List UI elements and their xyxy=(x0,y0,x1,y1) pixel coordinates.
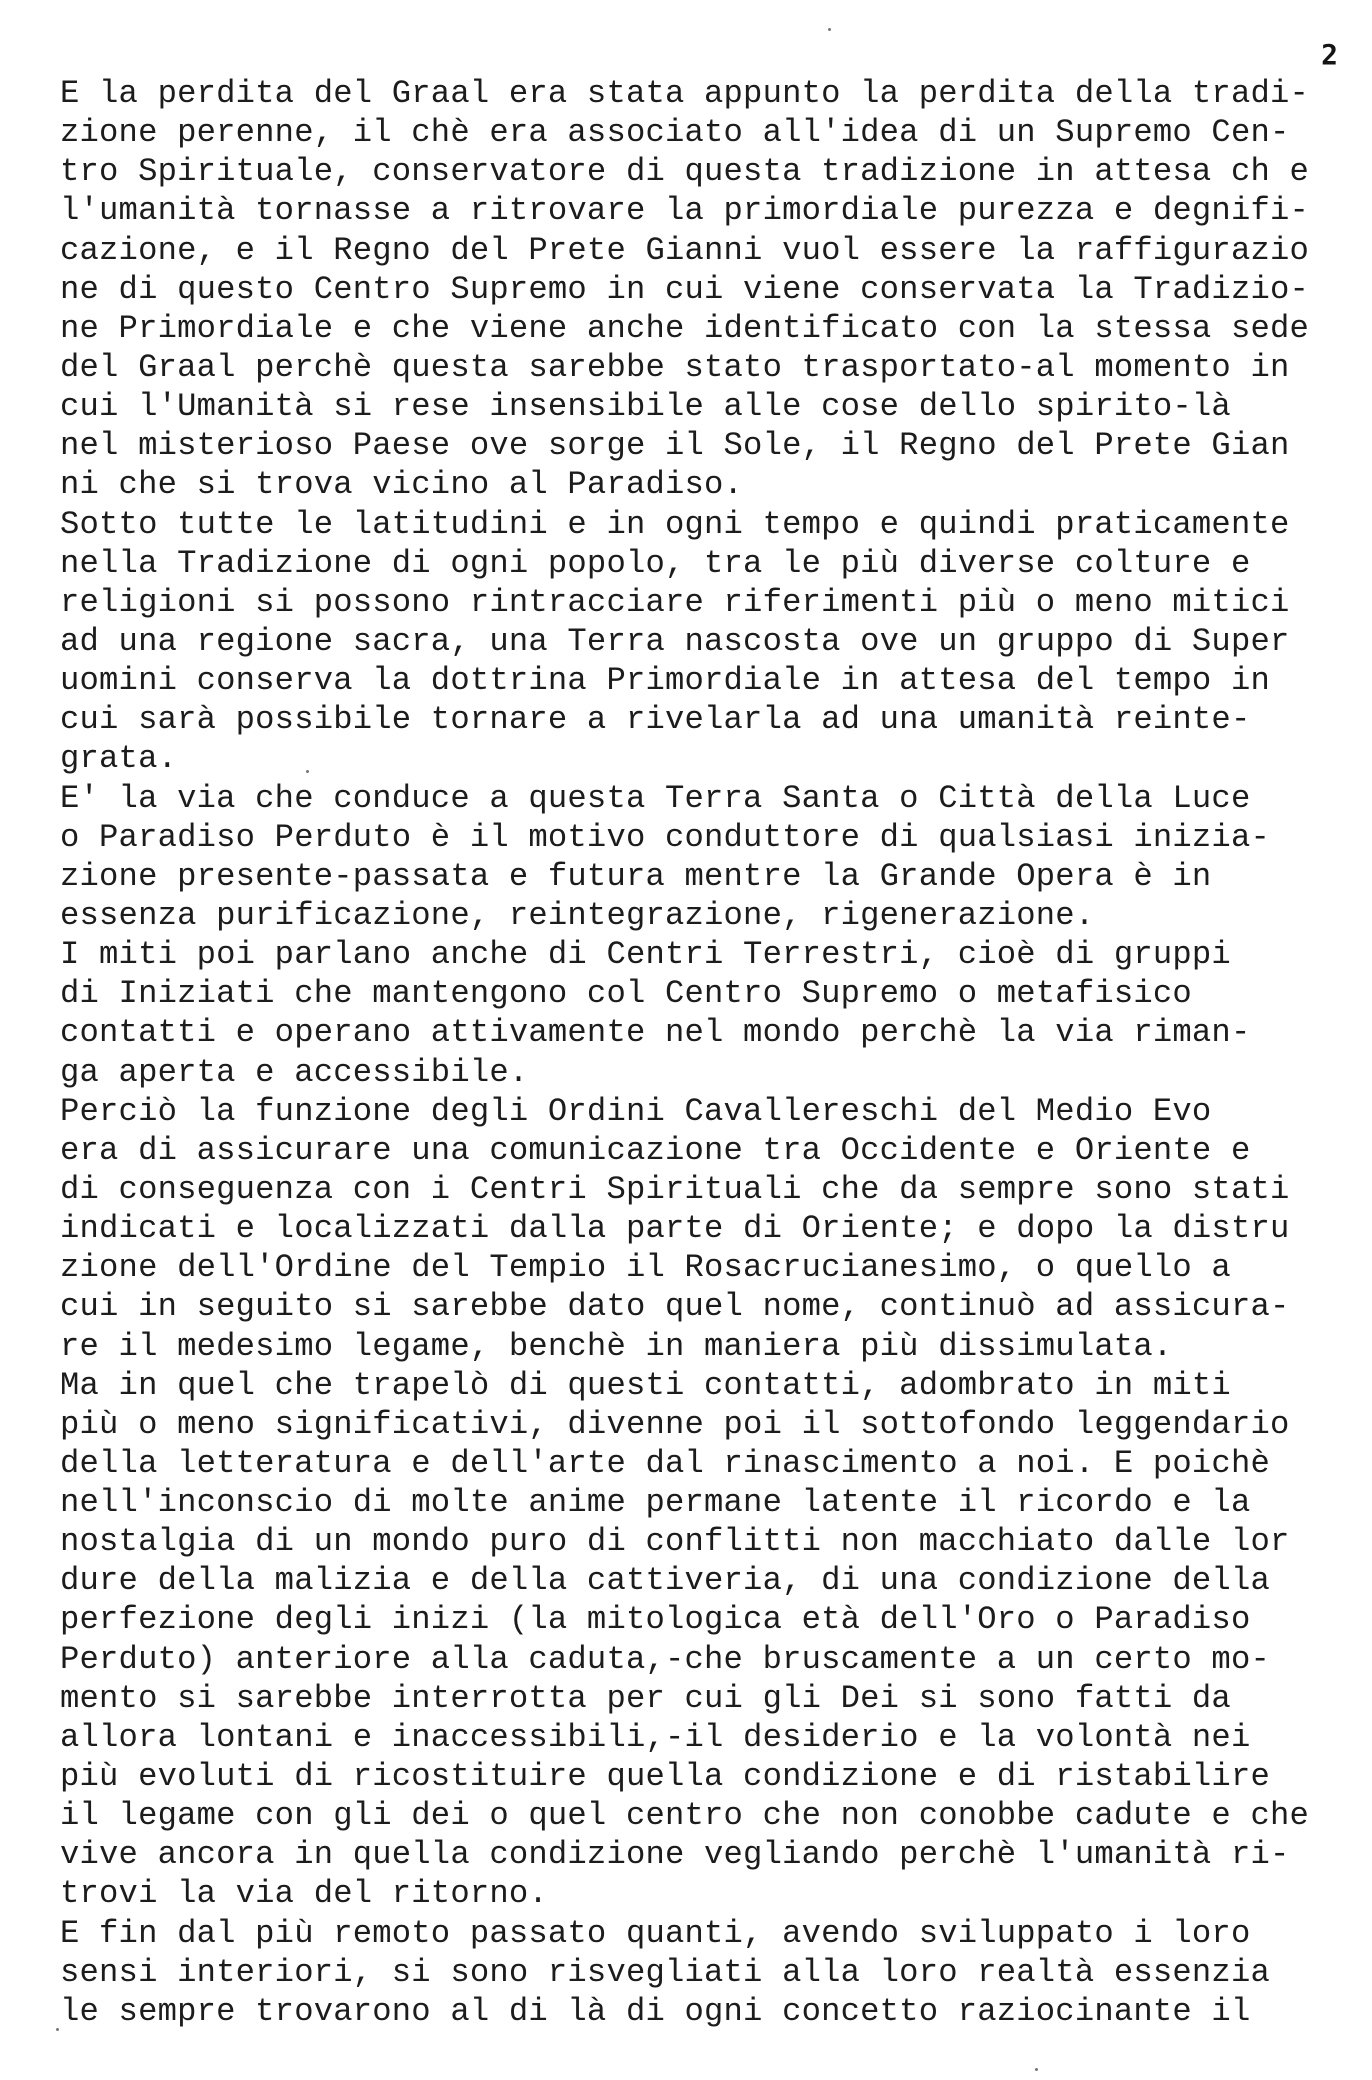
text-line: uomini conserva la dottrina Primordiale in attesa del tempo in xyxy=(60,662,1270,700)
text-line: ni che si trova vicino al Paradiso. xyxy=(60,466,744,504)
text-line: E fin dal più remoto passato quanti, avendo sviluppato i loro xyxy=(60,1914,1251,1952)
text-line: vive ancora in quella condizione vegliando perchè l'umanità ri- xyxy=(60,1836,1290,1874)
text-line: le sempre trovarono al di là di ogni concetto raziocinante il xyxy=(60,1992,1251,2030)
text-line: più o meno significativi, divenne poi il sottofondo leggendario xyxy=(60,1405,1290,1443)
paper-speck xyxy=(56,2028,59,2031)
text-line: cazione, e il Regno del Prete Gianni vuol essere la raffigurazio xyxy=(60,231,1310,269)
text-line: perfezione degli inizi (la mitologica età dell'Oro o Paradiso xyxy=(60,1601,1251,1639)
paper-speck xyxy=(1035,2068,1038,2071)
text-line: E' la via che conduce a questa Terra Santa o Città della Luce xyxy=(60,779,1251,817)
text-line: ne Primordiale e che viene anche identificato con la stessa sede xyxy=(60,309,1310,347)
body-text xyxy=(60,74,1350,2031)
text-line: ga aperta e accessibile. xyxy=(60,1053,529,1091)
paper-speck xyxy=(828,28,831,31)
text-line: allora lontani e inaccessibili,-il desiderio e la volontà nei xyxy=(60,1718,1251,1756)
text-line: grata. xyxy=(60,740,178,778)
text-line: ad una regione sacra, una Terra nascosta ove un gruppo di Super xyxy=(60,622,1290,660)
text-line: Sotto tutte le latitudini e in ogni tempo e quindi praticamente xyxy=(60,505,1290,543)
text-line: era di assicurare una comunicazione tra Occidente e Oriente e xyxy=(60,1131,1251,1169)
text-line: il legame con gli dei o quel centro che non conobbe cadute e che xyxy=(60,1797,1310,1835)
text-line: nell'inconscio di molte anime permane latente il ricordo e la xyxy=(60,1484,1251,1522)
text-line: di conseguenza con i Centri Spirituali che da sempre sono stati xyxy=(60,1170,1290,1208)
text-line: del Graal perchè questa sarebbe stato trasportato-al momento in xyxy=(60,348,1290,386)
text-line: religioni si possono rintracciare riferimenti più o meno mitici xyxy=(60,583,1290,621)
text-line: mento si sarebbe interrotta per cui gli Dei si sono fatti da xyxy=(60,1679,1231,1717)
text-line: zione presente-passata e futura mentre la Grande Opera è in xyxy=(60,857,1212,895)
text-line: zione perenne, il chè era associato all'idea di un Supremo Cen- xyxy=(60,114,1290,152)
text-line: indicati e localizzati dalla parte di Oriente; e dopo la distru xyxy=(60,1210,1290,1248)
text-line: più evoluti di ricostituire quella condizione e di ristabilire xyxy=(60,1758,1270,1796)
text-line: nel misterioso Paese ove sorge il Sole, il Regno del Prete Gian xyxy=(60,427,1290,465)
text-line: cui sarà possibile tornare a rivelarla ad una umanità reinte- xyxy=(60,701,1251,739)
text-line: trovi la via del ritorno. xyxy=(60,1875,548,1913)
page-number: 2 xyxy=(1321,38,1338,71)
paper-speck xyxy=(306,770,309,773)
text-line: nostalgia di un mondo puro di conflitti non macchiato dalle lor xyxy=(60,1523,1290,1561)
text-line: tro Spirituale, conservatore di questa tradizione in attesa ch e xyxy=(60,153,1310,191)
text-line: Perduto) anteriore alla caduta,-che bruscamente a un certo mo- xyxy=(60,1640,1270,1678)
text-line: o Paradiso Perduto è il motivo conduttore di qualsiasi inizia- xyxy=(60,818,1270,856)
text-line: cui in seguito si sarebbe dato quel nome, continuò ad assicura- xyxy=(60,1288,1290,1326)
text-line: ne di questo Centro Supremo in cui viene conservata la Tradizio- xyxy=(60,270,1310,308)
text-line: Perciò la funzione degli Ordini Cavallereschi del Medio Evo xyxy=(60,1092,1212,1130)
text-line: re il medesimo legame, benchè in maniera più dissimulata. xyxy=(60,1327,1173,1365)
text-line: di Iniziati che mantengono col Centro Supremo o metafisico xyxy=(60,975,1192,1013)
text-line: l'umanità tornasse a ritrovare la primordiale purezza e degnifi- xyxy=(60,192,1310,230)
text-line: Ma in quel che trapelò di questi contatti, adombrato in miti xyxy=(60,1366,1231,1404)
text-line: sensi interiori, si sono risvegliati alla loro realtà essenzia xyxy=(60,1953,1270,1991)
text-line: zione dell'Ordine del Tempio il Rosacrucianesimo, o quello a xyxy=(60,1249,1231,1287)
text-line: cui l'Umanità si rese insensibile alle cose dello spirito-là xyxy=(60,388,1231,426)
text-line: I miti poi parlano anche di Centri Terrestri, cioè di gruppi xyxy=(60,936,1231,974)
text-line: dure della malizia e della cattiveria, di una condizione della xyxy=(60,1562,1270,1600)
text-line: nella Tradizione di ogni popolo, tra le più diverse colture e xyxy=(60,544,1251,582)
text-line: della letteratura e dell'arte dal rinascimento a noi. E poichè xyxy=(60,1444,1270,1482)
text-line: E la perdita del Graal era stata appunto la perdita della tradi- xyxy=(60,75,1310,112)
text-line: essenza purificazione, reintegrazione, rigenerazione. xyxy=(60,896,1095,934)
text-line: contatti e operano attivamente nel mondo perchè la via riman- xyxy=(60,1014,1251,1052)
